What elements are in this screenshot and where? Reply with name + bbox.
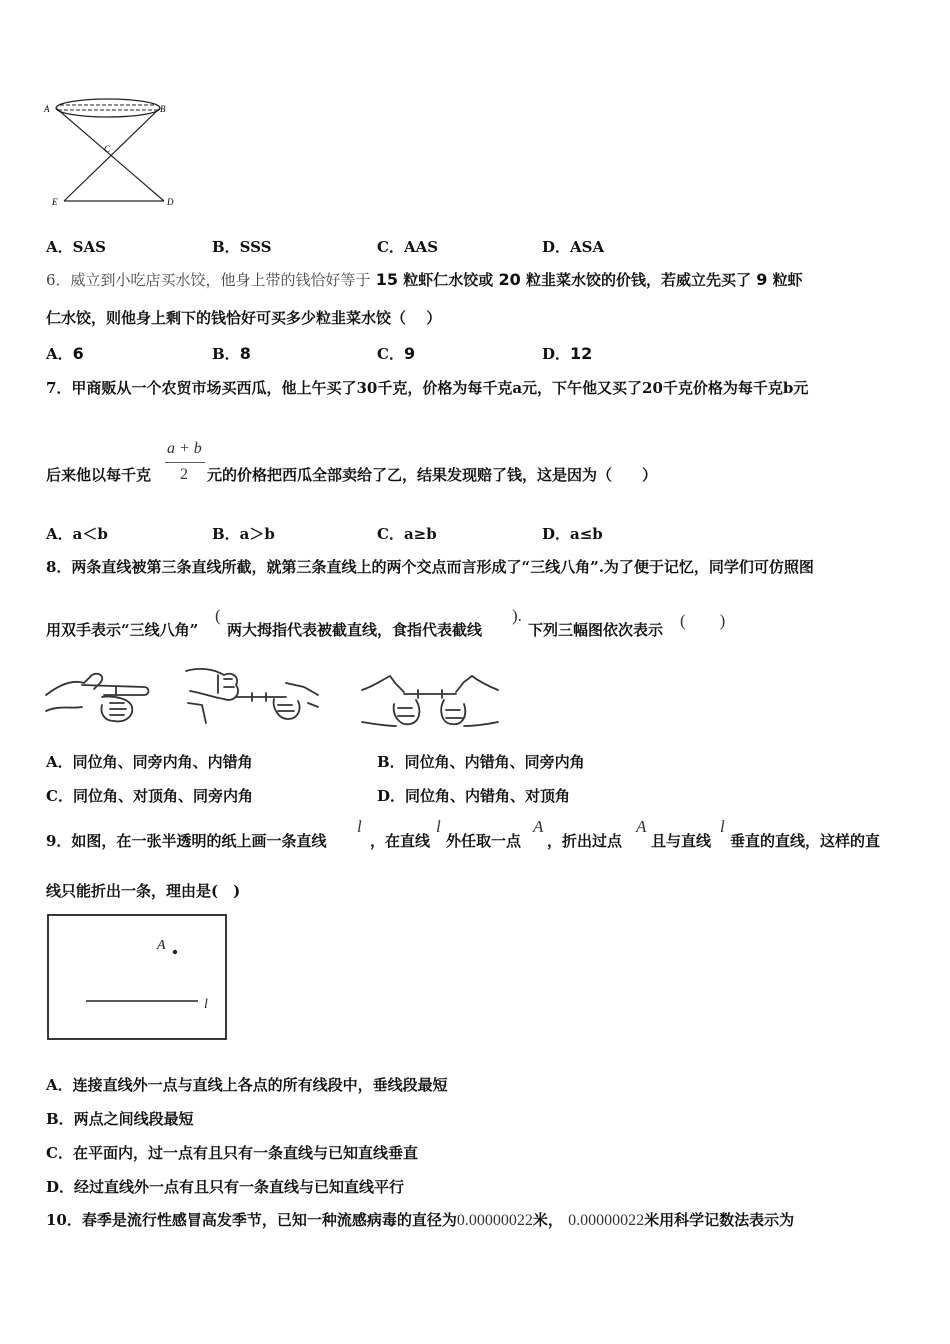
q9-var-a-1: A [533, 817, 544, 836]
q8-line2-b: 两大拇指代表被截直线，食指代表截线 [227, 621, 483, 639]
q7-line1: 7．甲商贩从一个农贸市场买西瓜，他上午买了30千克，价格为每千克a元，下午他又买了20千克价格为每千克b元 [46, 379, 809, 397]
q8-option-b[interactable]: B．同位角、内错角、同旁内角 [377, 753, 585, 771]
q9-paper-figure [44, 912, 234, 1044]
q8-answer-paren: ( ) [680, 611, 726, 630]
q8-paren-open: ( [215, 606, 221, 625]
q10-line: 10．春季是流行性感冒高发季节，已知一种流感病毒的直径为0.00000022米， 0.00000022米用科学记数法表示为 [46, 1211, 795, 1229]
q7-option-b[interactable]: B．a＞b [212, 525, 275, 543]
hands-figure-1 [44, 665, 154, 727]
q7-line2-pre: 后来他以每千克 [46, 466, 152, 484]
hands-figure-3 [360, 668, 500, 732]
q9-var-l-1: l [357, 817, 362, 836]
q9-var-l-2: l [436, 817, 441, 836]
q8-option-c[interactable]: C．同位角、对顶角、同旁内角 [46, 787, 253, 805]
q8-paren-close: ). [512, 606, 522, 625]
q9-seg4: ，折出过点 [547, 832, 623, 850]
q9-option-a[interactable]: A．连接直线外一点与直线上各点的所有线段中，垂线段最短 [46, 1076, 448, 1094]
label-e: E [52, 197, 58, 207]
hands-figure-2 [182, 663, 322, 731]
q9-seg5: 且与直线 [651, 832, 712, 850]
q8-line2-c: 下列三幅图依次表示 [528, 621, 664, 639]
label-b: B [160, 104, 166, 114]
q7-option-a[interactable]: A．a＜b [46, 525, 108, 543]
q5-option-c[interactable]: C．AAS [377, 238, 439, 256]
label-c: C [104, 144, 111, 154]
label-d: D [167, 197, 174, 207]
q8-option-a[interactable]: A．同位角、同旁内角、内错角 [46, 753, 253, 771]
q8-line1: 8．两条直线被第三条直线所截，就第三条直线上的两个交点而言形成了“三线八角”.为了便于记忆，同学们可仿照图 [46, 558, 814, 576]
q7-fraction-denominator: 2 [180, 466, 188, 483]
q8-line2-a: 用双手表示“三线八角” [46, 621, 199, 639]
fig-label-a: A [157, 938, 166, 953]
q5-option-d[interactable]: D．ASA [542, 238, 605, 256]
q5-option-b[interactable]: B．SSS [212, 238, 272, 256]
fig-label-l: l [204, 997, 208, 1012]
q7-option-c[interactable]: C．a≥b [377, 525, 437, 543]
q6-line2: 仁水饺，则他身上剩下的钱恰好可买多少粒韭菜水饺（ ） [46, 309, 442, 327]
q6-option-c[interactable]: C．9 [377, 344, 416, 363]
q7-fraction-numerator: a + b [167, 440, 202, 457]
label-a: A [44, 104, 50, 114]
q9-seg6: 垂直的直线，这样的直 [730, 832, 881, 850]
q9-option-c[interactable]: C．在平面内，过一点有且只有一条直线与已知直线垂直 [46, 1144, 418, 1162]
q8-option-d[interactable]: D．同位角、内错角、对顶角 [377, 787, 571, 805]
q7-option-d[interactable]: D．a≤b [542, 525, 603, 543]
q9-line1: 9．如图，在一张半透明的纸上画一条直线 [46, 832, 327, 850]
q9-seg2: ，在直线 [370, 832, 431, 850]
q9-seg3: 外任取一点 [446, 832, 522, 850]
q9-option-d[interactable]: D．经过直线外一点有且只有一条直线与已知直线平行 [46, 1178, 405, 1196]
q9-var-l-3: l [720, 817, 725, 836]
q7-fraction-bar [165, 462, 205, 463]
q9-var-a-2: A [636, 817, 647, 836]
geometry-figure-q5 [40, 95, 190, 210]
q6-option-a[interactable]: A．6 [46, 344, 84, 363]
q7-line2-post: 元的价格把西瓜全部卖给了乙，结果发现赔了钱，这是因为（ ） [207, 466, 658, 484]
q6-line1: 6．威立到小吃店买水饺，他身上带的钱恰好等于 15 粒虾仁水饺或 20 粒韭菜水饺的价钱，若威立先买了 9 粒虾 [46, 270, 803, 289]
q6-option-d[interactable]: D．12 [542, 344, 593, 363]
q9-line2: 线只能折出一条，理由是( ) [46, 882, 241, 900]
q5-option-a[interactable]: A．SAS [46, 238, 106, 256]
q9-option-b[interactable]: B．两点之间线段最短 [46, 1110, 194, 1128]
q6-option-b[interactable]: B．8 [212, 344, 251, 363]
